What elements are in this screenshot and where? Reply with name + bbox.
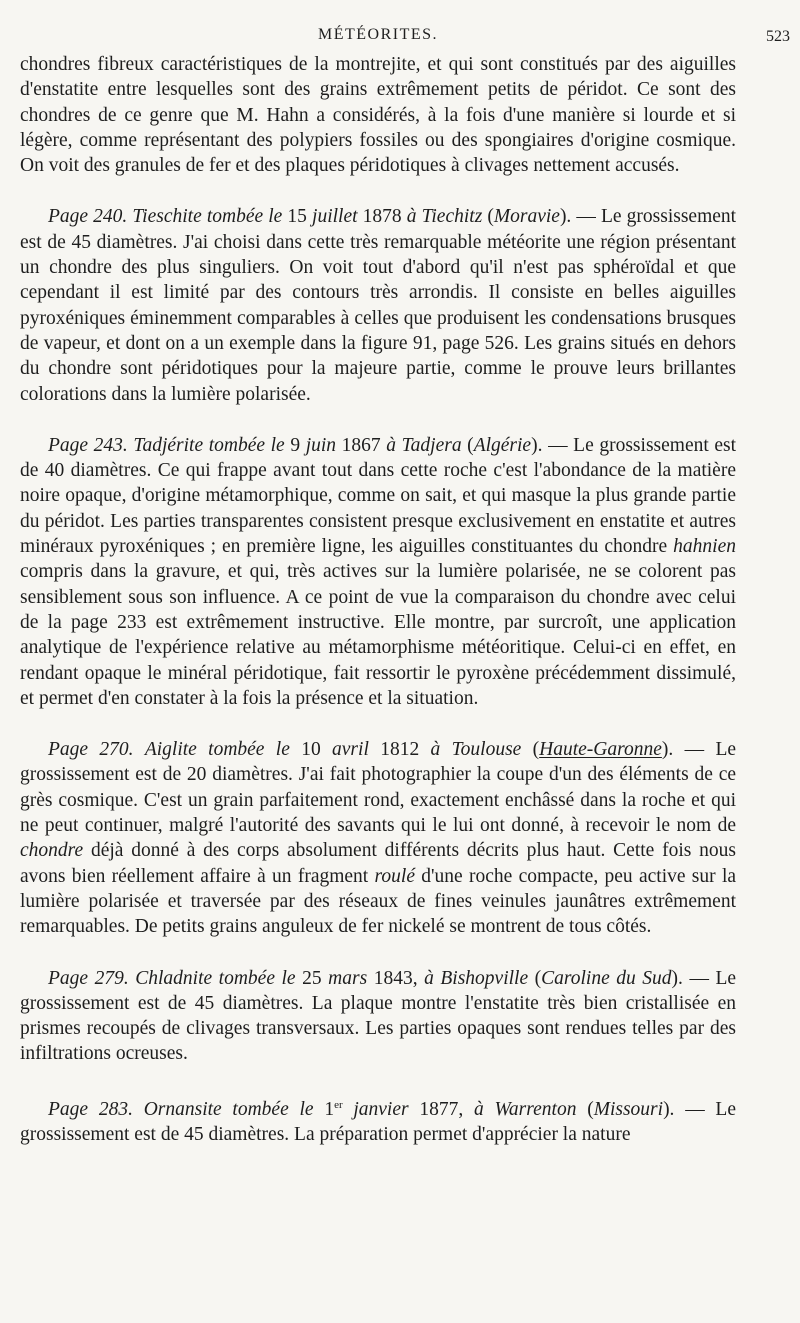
entry-page-270: Page 270. Aiglite tombée le 10 avril 1812 à Toulouse (Haute-Garonne). — Le grossissement est de 20 diamètres. J'ai fait photographier la coupe d'un des éléments de ce grès cosmique. C'est un grain parfaitement rond, exactement enchâssé dans la roche et qui ne peut continuer, malgré l'autorité des savants qui le lui ont donné, à recevoir le nom de chondre déjà donné à des corps absolument différents décrits plus haut. Cette fois nous avons bien réellement affaire à un fragment roulé d'une roche compacte, peu active sur la lumière polarisée et traversée par des réseaux de fines veinules jaunâtres extrêmement remarquables. De petits grains anguleux de fer nickelé se montrent de tous côtés. <box>20 739 737 938</box>
page-number: 523 <box>766 28 790 45</box>
running-head <box>20 22 790 52</box>
entry-ref: Page 270. <box>48 739 134 761</box>
entry-day: 1 <box>324 1098 335 1120</box>
entry-emphasis: roulé <box>374 865 415 887</box>
entry-place: Tiechitz <box>421 206 483 228</box>
entry-ref: Page 279. <box>48 967 129 989</box>
entry-text: compris dans la gravure, et qui, très actives sur la lumière polarisée, ne se colorent pas sensiblement sous son influence. A ce point de vue la comparaison du chondre avec celui de la page 233 est extrêmement instructive. Elle montre, par surcroît, une application analytique de l'expérience relative au métamorphisme météoritique. Celui-ci en effet, en rendant opaque le minéral péridotique, fait ressortir le pyroxène précédemment dissimulé, et permet d'en constater à la fois la présence et la situation. <box>20 561 736 709</box>
entry-place-prefix: à <box>430 739 441 761</box>
entry-region: Moravie <box>493 206 560 228</box>
entry-place: Warrenton <box>494 1098 577 1120</box>
entry-month: mars <box>328 967 368 989</box>
entry-text: déjà donné à des corps absolument différents décrits plus haut. Cette fois nous avons bien réellement affaire à un fragment <box>20 840 736 887</box>
entry-year: 1877, <box>419 1098 464 1120</box>
entry-place-prefix: à <box>406 206 417 228</box>
entry-place-prefix: à <box>473 1098 484 1120</box>
entry-region: Algérie <box>473 434 532 456</box>
entry-emphasis: hahnien <box>673 536 736 558</box>
entry-region: Haute-Garonne <box>539 739 662 761</box>
body-text <box>20 52 736 1147</box>
entry-day: 15 <box>287 206 307 228</box>
entry-year: 1812 <box>380 739 420 761</box>
entry-month: juillet <box>312 206 358 228</box>
entry-ref: Page 243. <box>48 434 128 456</box>
entry-day: 10 <box>301 739 321 761</box>
entry-emphasis: chondre <box>20 840 84 862</box>
entry-place: Toulouse <box>451 739 522 761</box>
entry-region: Caroline du Sud <box>541 967 672 989</box>
entry-place: Tadjera <box>401 434 462 456</box>
entry-place: Bishopville <box>440 967 529 989</box>
entry-month: janvier <box>353 1098 409 1120</box>
entry-text: — Le grossissement est de 40 diamètres. Ce qui frappe avant tout dans cette roche c'est l'abondance de la matière noire opaque, d'origine métamorphique, comme on sait, et qui masque la plus grande partie du péridot. Les parties transparentes consistent presque exclusivement en enstatite et autres minéraux pyroxéniques ; en première ligne, les aiguilles constituantes du chondre <box>20 434 737 558</box>
entry-name: Ornansite tombée le <box>143 1098 314 1120</box>
entry-year: 1867 <box>341 434 381 456</box>
entry-name: Tadjérite tombée le <box>133 434 285 456</box>
entry-name: Chladnite tombée le <box>135 967 296 989</box>
entry-page-283: Page 283. Ornansite tombée le 1er janvier 1877, à Warrenton (Missouri). — Le grossissement est de 45 diamètres. La préparation permet d'apprécier la nature <box>20 1098 736 1145</box>
entry-year: 1843, <box>373 967 418 989</box>
entry-day-suffix: er <box>334 1098 343 1111</box>
entry-text: — Le grossissement est de 45 diamètres. La plaque montre l'enstatite très bien cristallisée en prismes recoupés de clivages transversaux. Les parties opaques sont rendues telles par des infiltrations ocreuses. <box>20 967 737 1065</box>
continuation-paragraph: chondres fibreux caractéristiques de la montrejite, et qui sont constitués par des aiguilles d'enstatite entre lesquelles sont des grains extrêmement petits de péridot. Ce sont des chondres de ce genre que M. Hahn a considérés, à la fois d'une manière si lourde et si légère, comme représentant des polypiers fossiles ou des spongiaires d'origine cosmique. On voit des granules de fer et des plaques péridotiques à clivages nettement accusés. <box>20 54 736 177</box>
running-title: MÉTÉORITES. <box>317 26 439 43</box>
entry-ref: Page 240. <box>48 206 128 228</box>
entry-day: 9 <box>290 434 301 456</box>
entry-page-240: Page 240. Tieschite tombée le 15 juillet 1878 à Tiechitz (Moravie). — Le grossissement est de 45 diamètres. J'ai choisi dans cette très remarquable météorite une région présentant un chondre des plus singuliers. On voit tout d'abord qu'il n'est pas sphéroïdal et que cependant il est limité par des contours très arrondis. Il consiste en belles aiguilles pyroxéniques éminemment comparables à celles que produisent les condensations brusques de vapeur, et dont on a un exemple dans la figure 91, page 526. Les grains situés en dehors du chondre sont péridotiques pour la majeure partie, comme le prouve leurs brillantes colorations dans la lumière polarisée. <box>20 206 737 405</box>
entry-name: Tieschite tombée le <box>132 206 283 228</box>
entry-place-prefix: à <box>424 967 434 989</box>
entry-year: 1878 <box>362 206 402 228</box>
entry-name: Aiglite tombée le <box>144 739 290 761</box>
entry-page-243: Page 243. Tadjérite tombée le 9 juin 1867 à Tadjera (Algérie). — Le grossissement est de 40 diamètres. Ce qui frappe avant tout dans cette roche c'est l'abondance de la matière noire opaque, d'origine métamorphique, comme on sait, et qui masque la plus grande partie du péridot. Les parties transparentes consistent presque exclusivement en enstatite et autres minéraux pyroxéniques ; en première ligne, les aiguilles constituantes du chondre hahnien compris dans la gravure, et qui, très actives sur la lumière polarisée, ne se colorent pas sensiblement sous son influence. A ce point de vue la comparaison du chondre avec celui de la page 233 est extrêmement instructive. Elle montre, par surcroît, une application analytique de l'expérience relative au métamorphisme météoritique. Celui-ci en effet, en rendant opaque le minéral péridotique, fait ressortir le pyroxène précédemment dissimulé, et permet d'en constater à la fois la présence et la situation. <box>20 434 737 709</box>
entry-month: juin <box>305 434 337 456</box>
entry-ref: Page 283. <box>48 1098 133 1120</box>
entry-text: d'une roche compacte, peu active sur la lumière polarisée et traversée par des réseaux de fines veinules jaunâtres extrêmement remarquables. De petits grains anguleux de fer nickelé se montrent de tous côtés. <box>20 865 737 938</box>
entry-text: — Le grossissement est de 45 diamètres. La préparation permet d'apprécier la nature <box>20 1098 736 1145</box>
entry-text: — Le grossissement est de 20 diamètres. J'ai fait photographier la coupe d'un des éléments de ce grès cosmique. C'est un grain parfaitement rond, exactement enchâssé dans la roche et qui ne peut continuer, malgré l'autorité des savants qui le lui ont donné, à recevoir le nom de <box>20 739 737 837</box>
entry-page-279: Page 279. Chladnite tombée le 25 mars 1843, à Bishopville (Caroline du Sud). — Le grossissement est de 45 diamètres. La plaque montre l'enstatite très bien cristallisée en prismes recoupés de clivages transversaux. Les parties opaques sont rendues telles par des infiltrations ocreuses. <box>20 967 737 1065</box>
entry-text: — Le grossissement est de 45 diamètres. J'ai choisi dans cette très remarquable météorite une région présentant un chondre des plus singuliers. On voit tout d'abord qu'il n'est pas sphéroïdal et que cependant il est limité par des contours très arrondis. Il consiste en belles aiguilles pyroxéniques éminemment comparables à celles que produisent les condensations brusques de vapeur, et dont on a un exemple dans la figure 91, page 526. Les grains situés en dehors du chondre sont péridotiques pour la majeure partie, comme le prouve leurs brillantes colorations dans la lumière polarisée. <box>20 206 737 405</box>
entry-place-prefix: à <box>386 434 396 456</box>
entry-region: Missouri <box>593 1098 664 1120</box>
entry-month: avril <box>332 739 369 761</box>
entry-day: 25 <box>302 967 322 989</box>
